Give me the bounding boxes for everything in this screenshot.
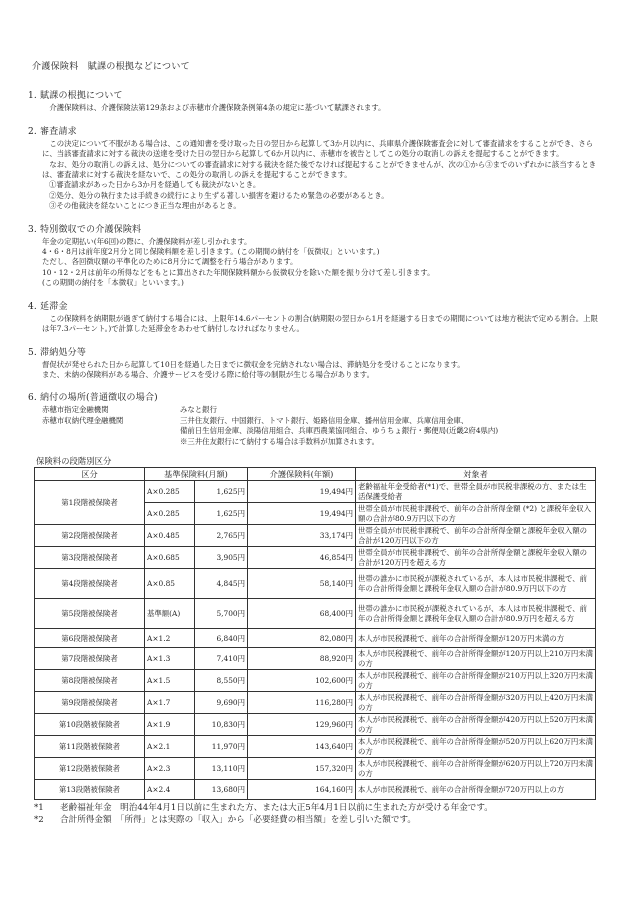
tier-target: 本人が市民税課税で、前年の合計所得金額が420万円以上520万円未満の方 — [356, 714, 596, 736]
table-row — [35, 569, 596, 599]
table-row — [42, 426, 504, 436]
tier-yearly: 88,920円 — [248, 648, 356, 670]
tier-class: 第6段階被保険者 — [35, 629, 145, 648]
tier-yearly: 164,160円 — [248, 780, 356, 800]
tier-yearly: 46,854円 — [248, 547, 356, 569]
tier-target: 本人が市民税課税で、前年の合計所得金額が520万円以上620万円未満の方 — [356, 736, 596, 758]
premium-tiers-table — [34, 467, 596, 800]
paragraph: ただし、各回徴収額の平準化のために8月分にて調整を行う場合があります。 — [42, 257, 298, 267]
tier-formula: A×0.685 — [145, 547, 195, 569]
section-body — [42, 139, 602, 212]
column-header: 対象者 — [356, 468, 596, 481]
section-delinquency — [28, 347, 602, 381]
footnotes — [34, 802, 602, 826]
tier-yearly: 143,640円 — [248, 736, 356, 758]
section-heading: 3. 特別徴収での介護保険料 — [28, 224, 142, 235]
table-row — [35, 481, 596, 503]
footnote — [34, 802, 602, 814]
tier-yearly: 33,174円 — [248, 525, 356, 547]
tier-monthly: 11,970円 — [195, 736, 248, 758]
footnote-mark: *1 — [34, 803, 44, 814]
tier-target: 世帯全員が市民税非課税で、前年の合計所得金額と課税年金収入額の合計が120万円以下の方 — [356, 525, 596, 547]
tier-formula: A×2.3 — [145, 758, 195, 780]
tier-yearly: 82,080円 — [248, 629, 356, 648]
section-taxation-basis — [28, 90, 602, 113]
tier-monthly: 3,905円 — [195, 547, 248, 569]
section-body — [42, 237, 602, 289]
tier-formula: A×0.485 — [145, 525, 195, 547]
tier-formula: A×1.7 — [145, 692, 195, 714]
tier-class: 第10段階被保険者 — [35, 714, 145, 736]
institution-value: 三井住友銀行、中国銀行、トマト銀行、姫路信用金庫、播州信用金庫、兵庫信用金庫、 — [180, 415, 469, 425]
tier-target: 本人が市民税課税で、前年の合計所得金額が120万円以上210万円未満の方 — [356, 648, 596, 670]
tier-yearly: 19,494円 — [248, 503, 356, 525]
tier-yearly: 58,140円 — [248, 569, 356, 599]
tier-class: 第13段階被保険者 — [35, 780, 145, 800]
table-row — [35, 648, 596, 670]
tier-formula: A×0.285 — [145, 481, 195, 503]
tier-class: 第2段階被保険者 — [35, 525, 145, 547]
footnote-mark: *2 — [34, 815, 44, 826]
tier-target: 老齢福祉年金受給者(*1)で、世帯全員が市民税非課税の方、または生活保護受給者 — [356, 481, 596, 503]
column-header: 介護保険料(年額) — [248, 468, 356, 481]
institution-value: 備前日生信用金庫、淡陽信用組合、兵庫西農業協同組合、ゆうちょ銀行・郵便局(近畿2府4県内) — [180, 426, 499, 436]
tier-target: 世帯の誰かに市民税が課税されているが、本人は市民税非課税で、前年の合計所得金額と課税年金収入額の合計が80.9万円を超える方 — [356, 599, 596, 629]
institution-label: 赤穂市収納代理金融機関 — [42, 415, 124, 425]
payment-places-table — [42, 405, 504, 447]
tier-yearly: 68,400円 — [248, 599, 356, 629]
tier-monthly: 6,840円 — [195, 629, 248, 648]
section-appeal — [28, 126, 602, 212]
tier-yearly: 102,600円 — [248, 670, 356, 692]
table-row — [35, 780, 596, 800]
section-heading: 1. 賦課の根拠について — [28, 91, 123, 102]
institution-value: みなと銀行 — [180, 405, 217, 415]
tier-monthly: 9,690円 — [195, 692, 248, 714]
tier-monthly: 1,625円 — [195, 503, 248, 525]
page-title: 介護保険料 賦課の根拠などについて — [32, 62, 190, 72]
table-row — [42, 416, 504, 426]
tier-formula: 基準額(A) — [145, 599, 195, 629]
table-row — [35, 525, 596, 547]
section-heading: 6. 納付の場所(普通徴収の場合) — [28, 393, 158, 404]
tier-formula: A×1.2 — [145, 629, 195, 648]
table-row — [35, 692, 596, 714]
tier-target: 本人が市民税課税で、前年の合計所得金額が320万円以上420万円未満の方 — [356, 692, 596, 714]
paragraph: この決定について不服がある場合は、この通知書を受け取った日の翌日から起算して3か月以内に、兵庫県介護保険審査会に対して審査請求をすることができ、さらに、当該審査請求に対する裁決の送達を受けた日の翌日から起算して6か月以内に、赤穂市を被告としてこの処分の取消しの訴えを提起することができます。 — [42, 138, 594, 159]
tiers-body — [35, 481, 596, 800]
section-special-collection — [28, 224, 602, 289]
table-row — [35, 714, 596, 736]
section-late-fee — [28, 301, 602, 335]
table-header-row — [35, 468, 596, 481]
tier-monthly: 1,625円 — [195, 481, 248, 503]
paragraph: 4・6・8月は前年度2月分と同じ保険料額を差し引きます。(この期間の納付を「仮徴収」といいます。) — [42, 247, 380, 257]
section-heading: 5. 滞納処分等 — [28, 347, 87, 358]
tier-class: 第7段階被保険者 — [35, 648, 145, 670]
paragraph: 督促状が発せられた日から起算して10日を経過した日までに徴収金を完納されない場合は、滞納処分を受けることになります。 — [42, 359, 465, 369]
tier-monthly: 7,410円 — [195, 648, 248, 670]
condition-item: ①審査請求があった日から3か月を経過しても裁決がないとき。 — [49, 180, 261, 190]
footnote-text: 老齢福祉年金 明治44年4月1日以前に生まれた方、または大正5年4月1日以前に生まれた方が受ける年金です。 — [60, 803, 493, 814]
table-row — [35, 758, 596, 780]
tier-target: 世帯の誰かに市民税が課税されているが、本人は市民税非課税で、前年の合計所得金額と課税年金収入額の合計が80.9万円以下の方 — [356, 569, 596, 599]
section-payment-places — [28, 392, 602, 447]
table-row — [42, 405, 504, 415]
table-row — [35, 670, 596, 692]
tier-class: 第4段階被保険者 — [35, 569, 145, 599]
tier-class: 第5段階被保険者 — [35, 599, 145, 629]
section-heading: 2. 審査請求 — [28, 126, 77, 137]
paragraph: この保険料を納期限が過ぎて納付する場合には、上限年14.6パーセントの割合(納期限の翌日から1月を経過する日までの期間については地方税法で定める割合。上限は年7.3パーセント。)で計算した延滞金をあわせて納付しなければなりません。 — [42, 313, 598, 334]
tier-monthly: 4,845円 — [195, 569, 248, 599]
tier-yearly: 19,494円 — [248, 481, 356, 503]
section-body — [42, 103, 602, 113]
paragraph: なお、処分の取消しの訴えは、処分についての審査請求に対する裁決を経た後でなければ提起することができませんが、次の①から③までのいずれかに該当するときは、審査請求に対する裁決を経ないで、この処分の取消しの訴えを提起することができます。 — [42, 159, 597, 180]
tiers-title: 保険料の段階別区分 — [36, 455, 112, 466]
table-row — [35, 629, 596, 648]
table-row — [35, 547, 596, 569]
column-header: 基準保険料(月額) — [145, 468, 248, 481]
tier-formula: A×2.1 — [145, 736, 195, 758]
tier-yearly: 157,320円 — [248, 758, 356, 780]
tier-monthly: 10,830円 — [195, 714, 248, 736]
institution-label — [42, 437, 180, 447]
fee-note: ※三井住友銀行にて納付する場合は手数料が加算されます。 — [180, 436, 379, 446]
paragraph: 介護保険料は、介護保険法第129条および赤穂市介護保険条例第4条の規定に基づいて賦課されます。 — [42, 103, 386, 113]
table-row — [35, 599, 596, 629]
condition-item: ③その他裁決を経ないことにつき正当な理由があるとき。 — [49, 201, 241, 211]
tier-class: 第9段階被保険者 — [35, 692, 145, 714]
tier-target: 本人が市民税課税で、前年の合計所得金額が210万円以上320万円未満の方 — [356, 670, 596, 692]
tier-monthly: 13,680円 — [195, 780, 248, 800]
institution-label — [42, 426, 180, 436]
tier-yearly: 116,280円 — [248, 692, 356, 714]
tier-target: 本人が市民税課税で、前年の合計所得金額が620万円以上720万円未満の方 — [356, 758, 596, 780]
tier-formula: A×0.285 — [145, 503, 195, 525]
tier-class: 第8段階被保険者 — [35, 670, 145, 692]
tier-formula: A×1.9 — [145, 714, 195, 736]
paragraph: 年金の定期払い(年6回)の際に、介護保険料が差し引かれます。 — [42, 236, 252, 246]
tier-class: 第11段階被保険者 — [35, 736, 145, 758]
tier-formula: A×0.85 — [145, 569, 195, 599]
paragraph: (この期間の納付を「本徴収」といいます。) — [42, 278, 184, 288]
tier-monthly: 8,550円 — [195, 670, 248, 692]
tier-target: 本人が市民税課税で、前年の合計所得金額が120万円未満の方 — [356, 629, 596, 648]
section-body — [42, 314, 602, 335]
tier-target: 本人が市民税課税で、前年の合計所得金額が720万円以上の方 — [356, 780, 596, 800]
condition-item: ②処分、処分の執行または手続きの続行により生ずる著しい損害を避けるため緊急の必要があるとき。 — [49, 190, 389, 200]
paragraph: また、未納の保険料がある場合、介護サービスを受ける際に給付等の制限が生じる場合があります。 — [42, 369, 374, 379]
tier-monthly: 2,765円 — [195, 525, 248, 547]
tier-formula: A×1.3 — [145, 648, 195, 670]
tier-target: 世帯全員が市民税非課税で、前年の合計所得金額 (*2) と課税年金収入額の合計が80.9万円以下の方 — [356, 503, 596, 525]
tier-class: 第1段階被保険者 — [35, 481, 145, 525]
tier-formula: A×2.4 — [145, 780, 195, 800]
tier-yearly: 129,960円 — [248, 714, 356, 736]
footnote — [34, 814, 602, 826]
column-header: 区分 — [35, 468, 145, 481]
tier-target: 世帯全員が市民税非課税で、前年の合計所得金額と課税年金収入額の合計が120万円を超える方 — [356, 547, 596, 569]
tier-formula: A×1.5 — [145, 670, 195, 692]
tier-class: 第3段階被保険者 — [35, 547, 145, 569]
tier-monthly: 13,110円 — [195, 758, 248, 780]
section-body — [42, 360, 602, 381]
paragraph: 10・12・2月は前年の所得などをもとに算出された年間保険料額から仮徴収分を除いた額を振り分けて差し引きます。 — [42, 267, 435, 277]
section-heading: 4. 延滞金 — [28, 301, 68, 312]
table-row — [42, 437, 504, 447]
table-row — [35, 736, 596, 758]
tier-class: 第12段階被保険者 — [35, 758, 145, 780]
tier-monthly: 5,700円 — [195, 599, 248, 629]
institution-label: 赤穂市指定金融機関 — [42, 405, 109, 415]
footnote-text: 合計所得金額 「所得」とは実際の「収入」から「必要経費の相当額」を差し引いた額です。 — [60, 815, 416, 826]
